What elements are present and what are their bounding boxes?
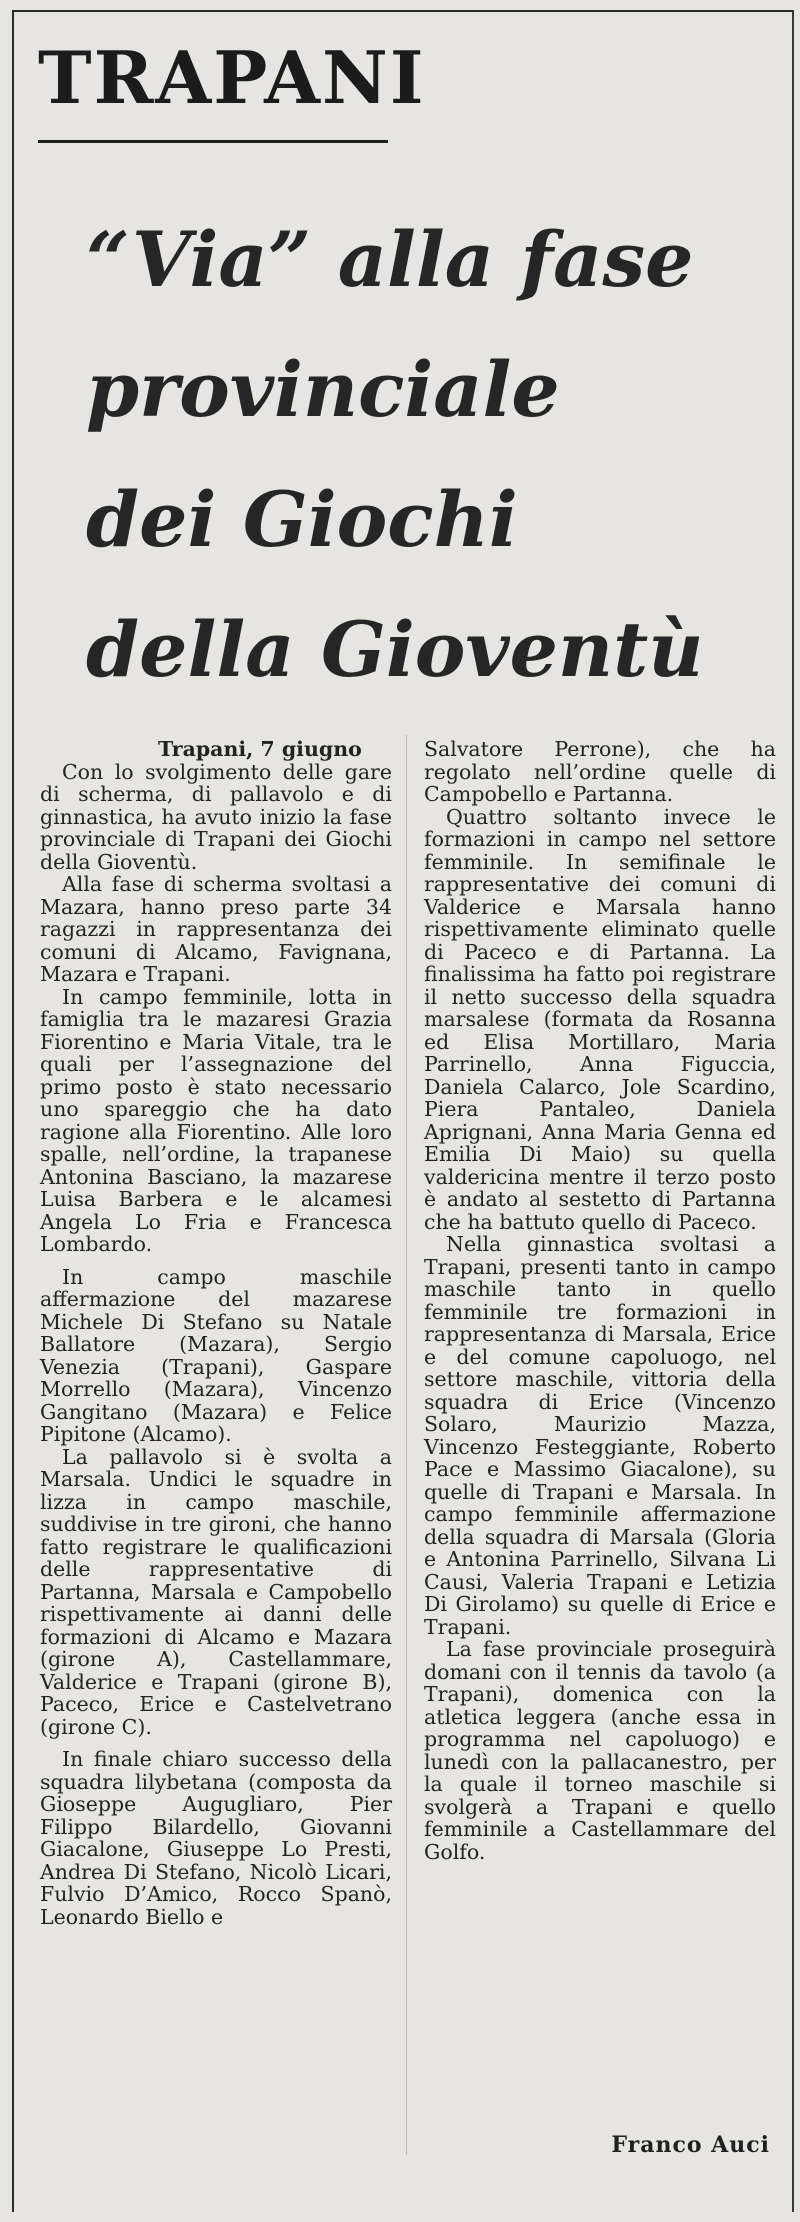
dateline-text: Trapani, 7 giugno: [158, 737, 362, 761]
section-title-rule: [38, 140, 388, 143]
article-column-left: [40, 738, 392, 1928]
byline: Franco Auci: [611, 2132, 770, 2158]
paragraph: In campo femminile, lotta in famiglia tra le mazaresi Grazia Fiorentino e Maria Vitale, tra le quali per l’assegnazione del primo posto è stato necessario uno spareggio che ha dato ragione alla Fiorentino. Alle loro spalle, nell’ordine, la trapanese Antonina Basciano, la mazarese Luisa Barbera e le alcamesi Angela Lo Fria e Francesca Lombardo.: [40, 984, 392, 1256]
paragraph: La pallavolo si è svolta a Marsala. Undici le squadre in lizza in campo maschile, suddivise in tre gironi, che hanno fatto registrare le qualificazioni delle rappresentative di Partanna, Marsala e Campobello rispettivamente ai danni delle formazioni di Alcamo e Mazara (girone A), Castellammare, Valderice e Trapani (girone B), Paceco, Erice e Castelvetrano (girone C).: [40, 1444, 392, 1739]
headline-line-2: provinciale: [86, 345, 560, 434]
column-divider: [406, 735, 407, 2155]
paragraph: Con lo svolgimento delle gare di scherma, di pallavolo e di ginnastica, ha avuto inizio la fase provinciale di Trapani dei Giochi della Gioventù.: [40, 759, 392, 874]
article-column-right: [424, 738, 776, 1863]
dateline: [40, 738, 392, 761]
headline-line-3: dei Giochi: [86, 475, 518, 564]
paragraph: Quattro soltanto invece le formazioni in campo nel settore femminile. In semifinale le rappresentative dei comuni di Valderice e Marsala hanno rispettivamente eliminato quelle di Paceco e di Partanna. La finalissima ha fatto poi registrare il netto successo della squadra marsalese (formata da Rosanna ed Elisa Mortillaro, Maria Parrinello, Anna Figuccia, Daniela Calarco, Jole Scardino, Piera Pantaleo, Daniela Aprignani, Anna Maria Genna ed Emilia Di Maio) su quella valdericina mentre il terzo posto è andato al sestetto di Partanna che ha battuto quello di Paceco.: [424, 804, 776, 1234]
headline-line-4: della Gioventù: [86, 605, 704, 694]
paragraph: Nella ginnastica svoltasi a Trapani, presenti tanto in campo maschile tanto in quello femminile tre formazioni in rappresentanza di Marsala, Erice e del comune capoluogo, nel settore maschile, vittoria della squadra di Erice (Vincenzo Solaro, Maurizio Mazza, Vincenzo Festeggiante, Roberto Pace e Massimo Giacalone), su quelle di Trapani e Marsala. In campo femminile affermazione della squadra di Marsala (Gloria e Antonina Parrinello, Silvana Li Causi, Valeria Trapani e Letizia Di Girolamo) su quelle di Erice e Trapani.: [424, 1232, 776, 1639]
section-title: TRAPANI: [38, 35, 426, 120]
paragraph: In finale chiaro successo della squadra lilybetana (composta da Gioseppe Augugliaro, Pier Filippo Bilardello, Giovanni Giacalone, Giuseppe Lo Presti, Andrea Di Stefano, Nicolò Licari, Fulvio D’Amico, Rocco Spanò, Leonardo Biello e: [40, 1747, 392, 1929]
paragraph: La fase provinciale proseguirà domani con il tennis da tavolo (a Trapani), domenica con la atletica leggera (anche essa in programma nel capoluogo) e lunedì con la pallacanestro, per la quale il torneo maschile si svolgerà a Trapani e quello femminile a Castellammare del Golfo.: [424, 1637, 776, 1864]
paragraph: Alla fase di scherma svoltasi a Mazara, hanno preso parte 34 ragazzi in rappresentanza dei comuni di Alcamo, Favignana, Mazara e Trapani.: [40, 872, 392, 986]
headline-line-1: “Via” alla fase: [86, 215, 694, 304]
paragraph: In campo maschile affermazione del mazarese Michele Di Stefano su Natale Ballatore (Mazara), Sergio Venezia (Trapani), Gaspare Morrello (Mazara), Vincenzo Gangitano (Mazara) e Felice Pipitone (Alcamo).: [40, 1264, 392, 1446]
headline: [86, 195, 776, 715]
paragraph: Salvatore Perrone), che ha regolato nell’ordine quelle di Campobello e Partanna.: [424, 737, 776, 806]
